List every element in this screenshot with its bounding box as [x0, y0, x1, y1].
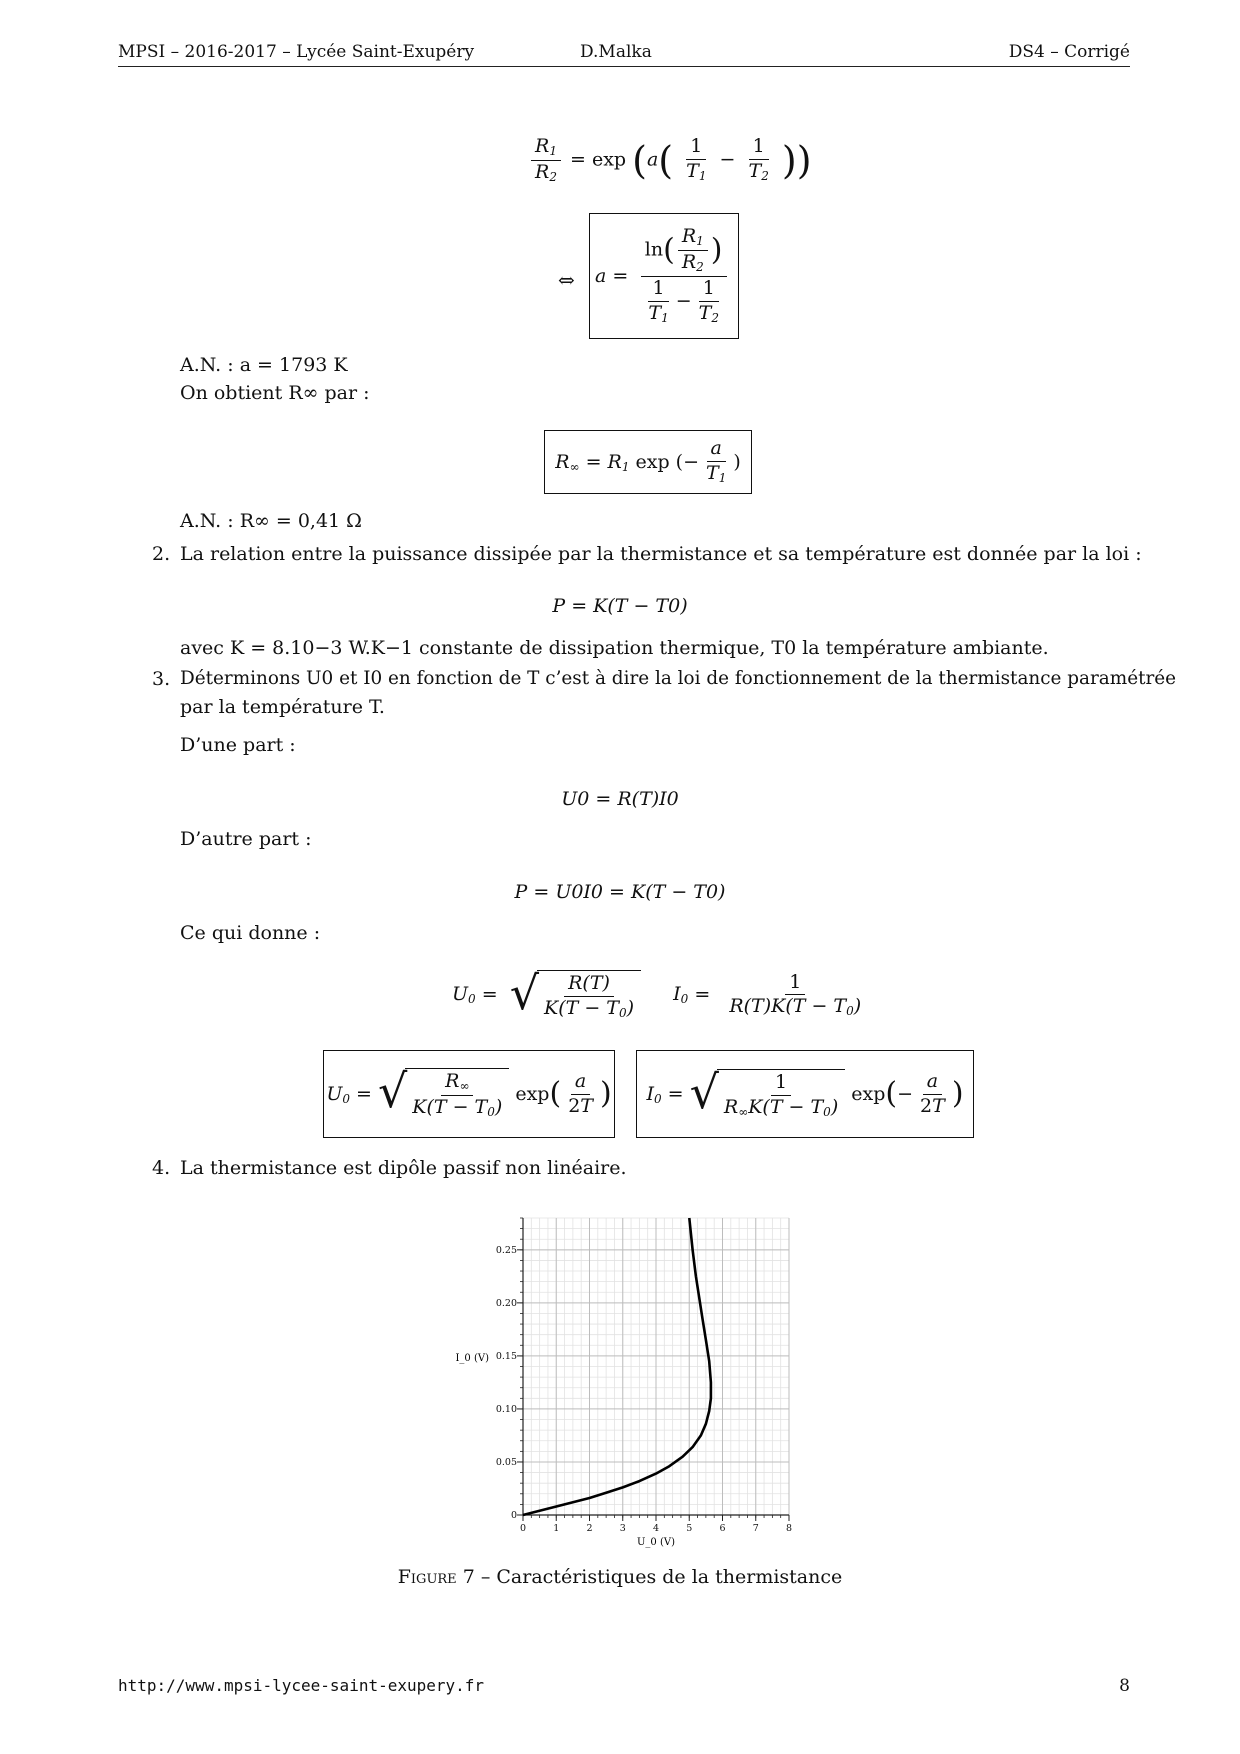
x-tick-label: 6 — [719, 1523, 726, 1534]
x-tick-label: 1 — [553, 1523, 560, 1534]
dautre-text: D’autre part : — [180, 828, 312, 850]
equation-u0: U0 = R(T)I0 — [561, 788, 679, 810]
chart-series — [523, 1218, 711, 1515]
equation-p: P = K(T − T0) — [552, 595, 688, 617]
boxed-equation-u0: $U_0$ = √ $\frac{R_\infty}{K(T - T_0)}$ exp ( $\frac{a}{2T}$ ) — [323, 1050, 615, 1138]
item4-number: 4. — [152, 1157, 171, 1179]
y-tick-label: 0.10 — [495, 1403, 517, 1415]
an-rinf-text: A.N. : R∞ = 0,41 Ω — [180, 510, 362, 532]
y-tick-label: 0.25 — [495, 1244, 517, 1256]
equivalence-symbol: ⇔ — [558, 268, 575, 292]
series-line — [523, 1218, 711, 1515]
caption-text: – Caractéristiques de la thermistance — [474, 1566, 843, 1588]
boxed-equation-a: a = ln( $\frac{R_1}{R_2}$ ) $\frac{1}{T_1}$ − $\frac{1}{T_2}$ — [589, 213, 739, 339]
item2-text: La relation entre la puissance dissipée par la thermistance et sa température est donnée par la loi : — [180, 543, 1142, 565]
x-tick-label: 5 — [686, 1523, 693, 1534]
footer-page-number: 8 — [1119, 1676, 1130, 1696]
figure-caption — [0, 1566, 1240, 1588]
boxed-equation-rinf: $R_\infty$ = $R_1$ exp (− $\frac{a}{T_1}$ ) — [544, 430, 752, 494]
chart-xlabel: U_0 (V) — [637, 1537, 675, 1548]
chart-grid-major — [523, 1218, 789, 1515]
item2-number: 2. — [152, 543, 171, 565]
cequi-text: Ce qui donne : — [180, 922, 321, 944]
chart-grid-minor — [523, 1218, 789, 1515]
x-tick-label: 3 — [619, 1523, 626, 1534]
y-tick-label: 0.15 — [495, 1350, 517, 1362]
x-tick-label: 4 — [652, 1523, 660, 1534]
header-center: D.Malka — [580, 42, 652, 62]
chart-axes — [523, 1218, 789, 1515]
x-tick-label: 2 — [586, 1523, 593, 1534]
x-tick-label: 8 — [785, 1523, 793, 1534]
x-tick-label: 7 — [752, 1523, 759, 1534]
equation-ratio: $\frac{R_1}{R_2}$ = exp (a( $\frac{1}{T_1}$ − $\frac{1}{T_2}$ )) — [528, 136, 812, 185]
y-tick-label: 0.05 — [495, 1456, 517, 1468]
an-a-text: A.N. : a = 1793 K — [180, 354, 348, 376]
caption-label: Figure 7 — [397, 1566, 475, 1588]
y-tick-label: 0 — [510, 1510, 517, 1521]
equation-u0-i0: $U_0$ = √ $\frac{R(T)}{K(T - T_0)}$ $I_0$ = $\frac{1}{R(T)K(T - T_0)}$ — [452, 966, 862, 1020]
page-footer — [118, 1676, 1130, 1696]
footer-url[interactable]: http://www.mpsi-lycee-saint-exupery.fr — [118, 1676, 485, 1695]
item3-text-line2: par la température T. — [180, 696, 385, 718]
item3-number: 3. — [152, 668, 171, 690]
on-obtient-text: On obtient R∞ par : — [180, 382, 370, 404]
x-tick-label: 0 — [519, 1523, 527, 1534]
item3-text-line1: Déterminons U0 et I0 en fonction de T c’est à dire la loi de fonctionnement de la thermistance paramétrée — [180, 668, 1177, 689]
page-header — [118, 40, 1130, 67]
y-tick-label: 0.20 — [495, 1297, 517, 1309]
item4-text: La thermistance est dipôle passif non linéaire. — [180, 1157, 627, 1179]
header-left: MPSI – 2016-2017 – Lycée Saint-Exupéry — [118, 42, 475, 62]
chart-ylabel: I_0 (V) — [455, 1353, 489, 1365]
equation-p2: P = U0I0 = K(T − T0) — [514, 881, 726, 903]
boxed-equation-i0: $I_0$ = √ $\frac{1}{R_\infty K(T - T_0)}$ exp ( − $\frac{a}{2T}$ ) — [636, 1050, 974, 1138]
header-right: DS4 – Corrigé — [1008, 42, 1130, 62]
avec-text: avec K = 8.10−3 W.K−1 constante de dissipation thermique, T0 la température ambiante. — [180, 637, 1049, 659]
dune-text: D’une part : — [180, 734, 296, 756]
chart-ticks — [496, 1218, 792, 1534]
